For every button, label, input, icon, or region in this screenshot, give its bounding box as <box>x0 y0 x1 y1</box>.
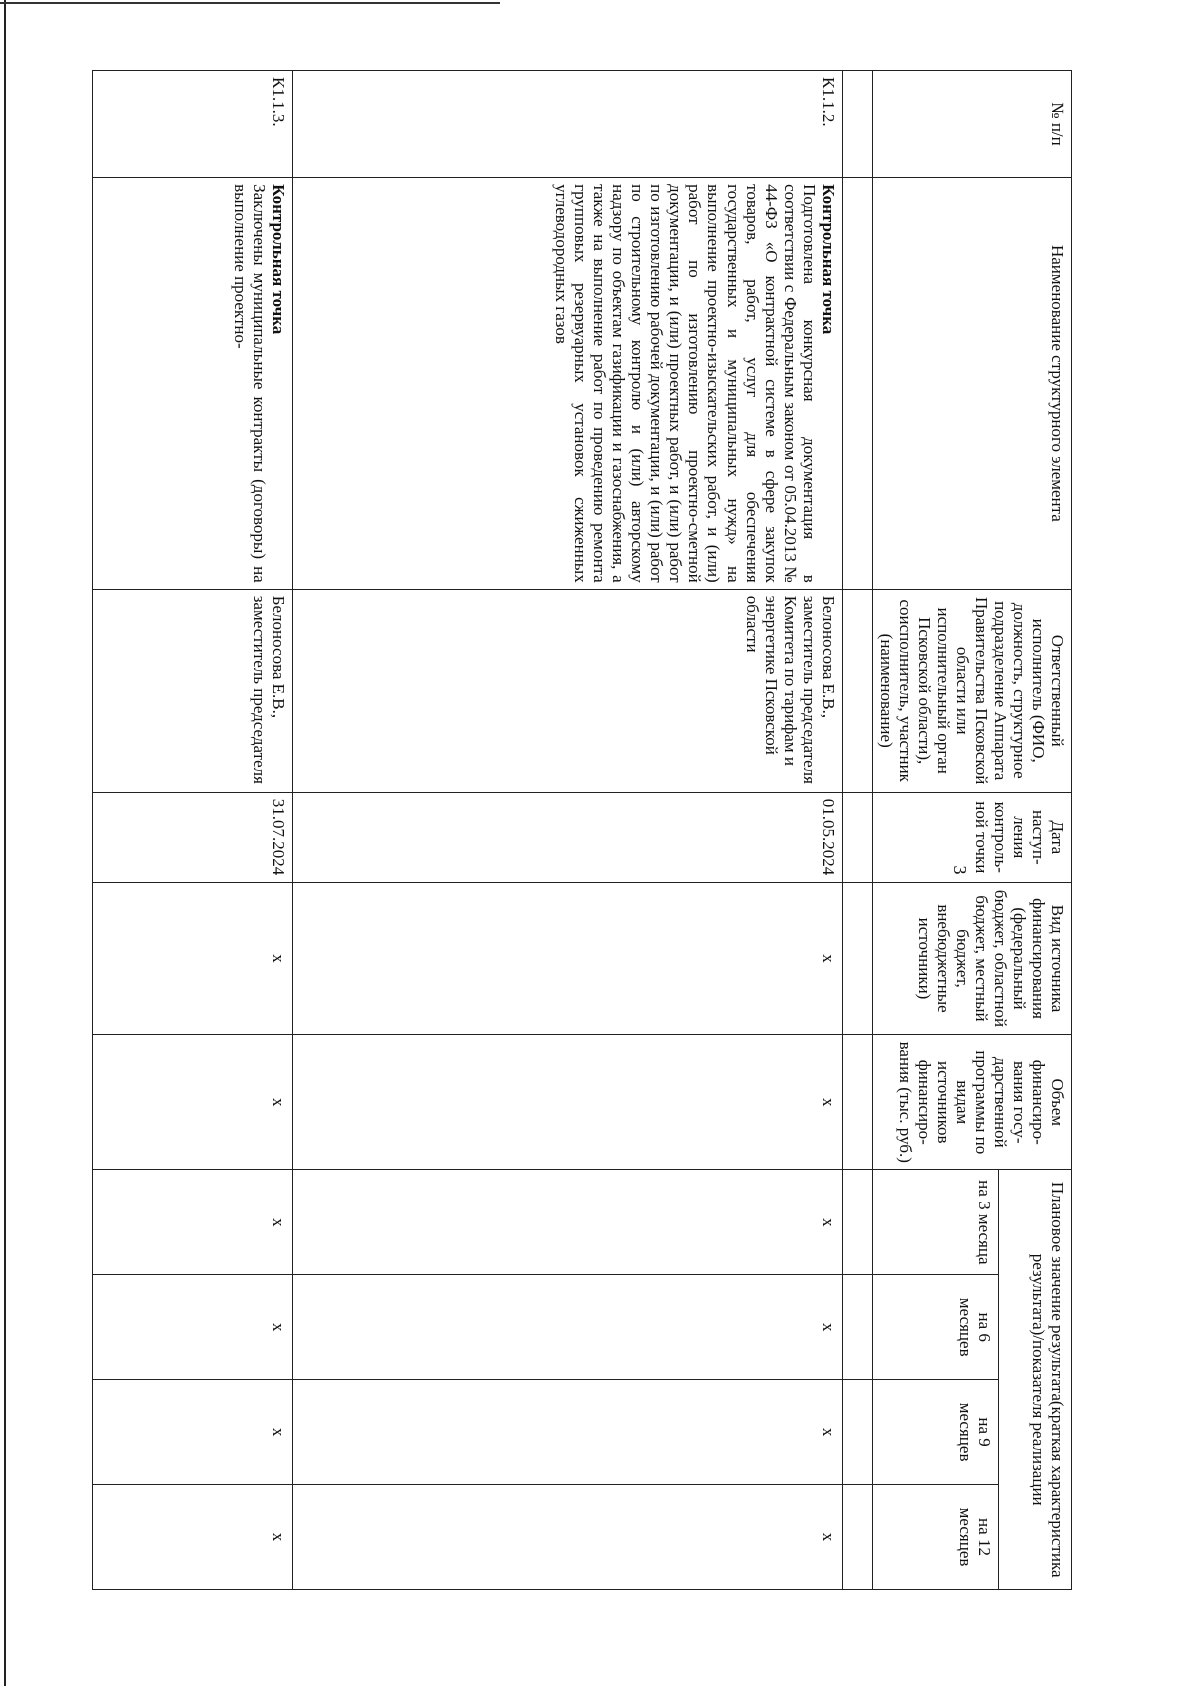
header-num: № п/п <box>872 71 1071 178</box>
table-container <box>150 70 1072 1590</box>
row-title: Контрольная точка <box>268 184 288 335</box>
row-date: 31.07.2024 <box>92 792 292 882</box>
header-date: Дата наступ-ления контроль-ной точки <box>872 792 1071 882</box>
row-m3: x <box>92 1170 292 1275</box>
header-name: Наименование структурного элемента <box>872 178 1071 590</box>
header-source: Вид источника финансирования (федеральный бюджет, областной бюджет, местный бюджет, внебюджетные источники) <box>872 882 1071 1034</box>
row-volume: x <box>92 1035 292 1170</box>
header-m9: на 9 месяцев <box>872 1380 998 1485</box>
table-row <box>92 71 292 1590</box>
row-m12: x <box>292 1485 842 1590</box>
row-m9: x <box>92 1380 292 1485</box>
row-text: Заключены муниципальные контракты (договоры) на выполнение проектно- <box>230 184 269 583</box>
control-points-table <box>92 70 1072 1590</box>
row-source: x <box>292 882 842 1034</box>
row-date: 01.05.2024 <box>292 792 842 882</box>
header-responsible: Ответственный исполнитель (ФИО, должность, структурное подразделение Аппарата Правительства Псковской области или исполнительный орган Псковской области), соисполнитель, участник (наименование) <box>872 589 1071 792</box>
row-m9: x <box>292 1380 842 1485</box>
rotated-page <box>150 70 1072 1590</box>
row-source: x <box>92 882 292 1034</box>
row-responsible: Белоносова Е.В., заместитель председателя Комитета по тарифам и энергетике Псковской области <box>292 589 842 792</box>
row-name-cell <box>292 178 842 590</box>
header-row-1 <box>999 71 1072 1590</box>
row-num: К1.1.3. <box>92 71 292 178</box>
scan-top-line <box>0 2 500 4</box>
table-row <box>292 71 842 1590</box>
page-number: 3 <box>950 865 970 875</box>
row-volume: x <box>292 1035 842 1170</box>
row-m6: x <box>292 1275 842 1380</box>
row-title: Контрольная точка <box>818 184 838 335</box>
header-m12: на 12 месяцев <box>872 1485 998 1590</box>
row-num: К1.1.2. <box>292 71 842 178</box>
header-m6: на 6 месяцев <box>872 1275 998 1380</box>
spacer-row <box>842 71 872 1590</box>
row-name-cell <box>92 178 292 590</box>
scan-edge-line <box>4 0 6 1686</box>
header-m3: на 3 месяца <box>872 1170 998 1275</box>
row-responsible: Белоносова Е.В., заместитель председателя <box>92 589 292 792</box>
row-m12: x <box>92 1485 292 1590</box>
header-volume: Объем финансиро-вания госу-дарственной программы по видам источников финансиро-вания (тыс. руб.) <box>872 1035 1071 1170</box>
row-text: Подготовлена конкурсная документация в соответствии с Федеральным законом от 05.04.2013 № 44-ФЗ «О контрактной системе в сфере закупок товаров, работ, услуг для обеспечения государственных и муниципальных нужд» на выполнение проектно-изыскательских работ, и (или) работ по изготовлению проектно-сметной документации, и (или) проектных работ, и (или) работ по изготовлению рабочей документации, и (или) работ по строительному контролю и (или) авторскому надзору по объектам газификации и газоснабжения, а также на выполнение работ по проведению ремонта групповых резервуарных установок сжиженных углеводородных газов <box>552 184 819 583</box>
row-m3: x <box>292 1170 842 1275</box>
row-m6: x <box>92 1275 292 1380</box>
header-plan: Плановое значение результата(краткая характеристика результата)/показателя реализации <box>999 1170 1072 1590</box>
